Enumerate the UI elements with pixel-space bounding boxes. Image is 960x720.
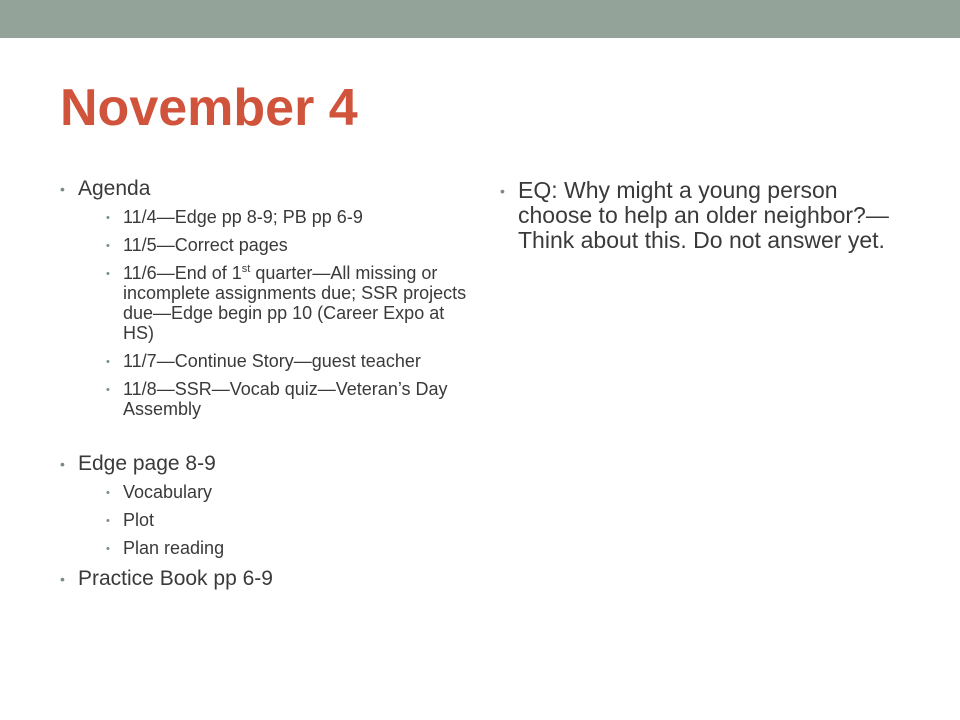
eq-text: EQ: Why might a young person choose to help an older neighbor?—Think about this. Do not answer yet. <box>518 177 889 253</box>
edge-item <box>106 538 480 558</box>
bullet-dot-icon: • <box>106 212 110 224</box>
bullet-dot-icon: • <box>500 183 505 199</box>
edge-item <box>106 482 480 502</box>
edge-item-text: Plan reading <box>123 538 225 558</box>
edge-item-text: Plot <box>123 510 155 530</box>
agenda-item <box>106 351 480 371</box>
edge-item-text: Vocabulary <box>123 482 213 502</box>
left-content-column <box>60 176 480 591</box>
agenda-item-text: 11/5—Correct pages <box>123 235 288 255</box>
bullet-dot-icon: • <box>106 515 110 527</box>
bullet-dot-icon: • <box>106 268 110 280</box>
slide-title: November 4 <box>60 79 358 137</box>
edge-bullet <box>60 451 480 558</box>
bullet-dot-icon: • <box>106 356 110 368</box>
agenda-item <box>106 235 480 255</box>
bullet-dot-icon: • <box>106 543 110 555</box>
agenda-item-text-start: 11/6—End of 1 <box>123 263 242 283</box>
eq-bullet <box>500 178 900 253</box>
top-accent-bar <box>0 0 960 38</box>
ordinal-suffix: st <box>241 263 251 275</box>
agenda-item <box>106 379 480 419</box>
agenda-label: Agenda <box>78 177 151 200</box>
edge-item <box>106 510 480 530</box>
edge-list <box>78 482 480 558</box>
bullet-dot-icon: • <box>106 384 110 396</box>
right-content-column <box>500 178 900 253</box>
agenda-item-text: 11/4—Edge pp 8-9; PB pp 6-9 <box>123 207 363 227</box>
bullet-dot-icon: • <box>60 571 65 587</box>
agenda-item-text: 11/8—SSR—Vocab quiz—Veteran’s Day Assembly <box>123 379 448 419</box>
agenda-item <box>106 263 480 343</box>
agenda-item-text-end: quarter—All missing or incomplete assignments due; SSR projects due—Edge begin pp 10 (Career Expo at HS) <box>123 263 467 343</box>
agenda-item <box>106 207 480 227</box>
edge-label: Edge page 8-9 <box>78 452 216 475</box>
agenda-bullet <box>60 176 480 419</box>
bullet-dot-icon: • <box>60 456 65 472</box>
bullet-dot-icon: • <box>106 487 110 499</box>
bullet-dot-icon: • <box>60 181 65 197</box>
agenda-list <box>78 207 480 419</box>
practice-bullet <box>60 566 480 591</box>
agenda-item-text: 11/7—Continue Story—guest teacher <box>123 351 421 371</box>
practice-label: Practice Book pp 6-9 <box>78 567 273 590</box>
bullet-dot-icon: • <box>106 240 110 252</box>
